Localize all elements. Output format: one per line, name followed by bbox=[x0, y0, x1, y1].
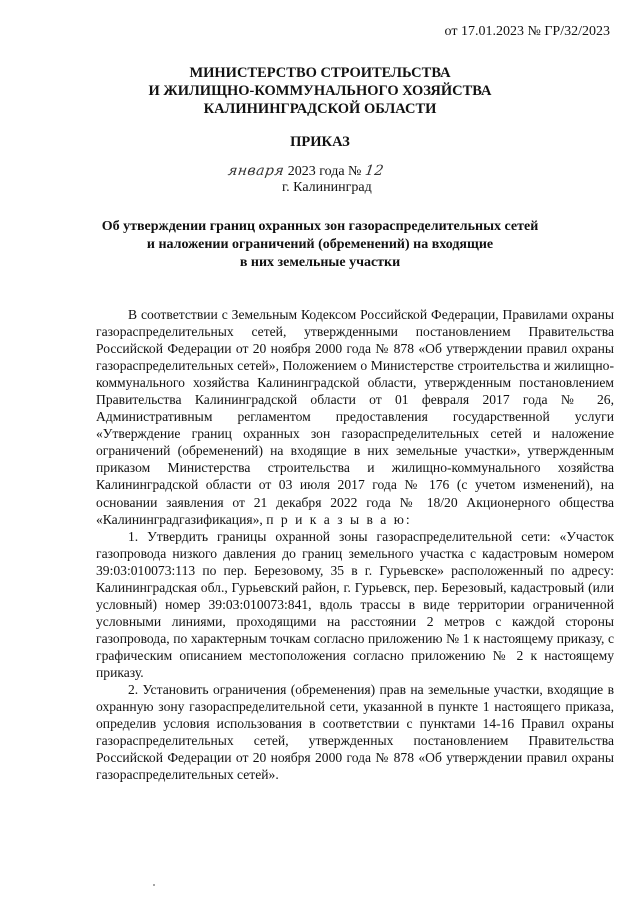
scan-speck bbox=[153, 884, 155, 886]
ministry-line-2: И ЖИЛИЩНО-КОММУНАЛЬНОГО ХОЗЯЙСТВА bbox=[148, 83, 492, 99]
city: г. Калининград bbox=[282, 180, 372, 195]
order-word: п р и к а з ы в а ю: bbox=[266, 511, 412, 527]
ministry-line-3: КАЛИНИНГРАДСКОЙ ОБЛАСТИ bbox=[203, 101, 437, 117]
subject-line-1: Об утверждении границ охранных зон газораспределительных сетей bbox=[101, 219, 539, 234]
item-1-paragraph: 1. Утвердить границы охранной зоны газораспределительной сети: «Участок газопровода низкого давления до границ земельного участка с кадастровым номером 39:03:010073:113 по пер. Березовому, 35 в г. Гурьевске» расположенный по адресу: Калининградская обл., Гурьевский район, г. Гурьевск, пер. Березовый, кадастровый (или условный) номер 39:03:010073:841, вдоль трассы в виде территории ограниченной условными линиями, проходящими на расстоянии 2 метров с каждой стороны газопровода, по характерным точкам согласно приложению № 1 к настоящему приказу, с графическим описанием местоположения согласно приложению № 2 к настоящему приказу. bbox=[96, 528, 614, 680]
handwritten-number: 12 bbox=[363, 163, 385, 179]
item-2-paragraph: 2. Установить ограничения (обременения) прав на земельные участки, входящие в охранную зону газораспределительной сети, указанной в пункте 1 настоящего приказа, определив условия использования в соответствии с пунктами 14-16 Правил охраны газораспределительных сетей, утвержденных постановлением Правительства Российской Федерации от 20 ноября 2000 года № 878 «Об утверждении правил охраны газораспределительных сетей». bbox=[96, 682, 614, 783]
order-date-line bbox=[228, 163, 384, 180]
printed-date: 2023 года № bbox=[287, 164, 362, 179]
order-subject bbox=[0, 218, 640, 272]
intro-text: В соответствии с Земельным Кодексом Российской Федерации, Правилами охраны газораспределительных сетей, утвержденными постановлением Правительства Российской Федерации от 20 ноября 2000 года № 878 «Об утверждении правил охраны газораспределительных сетей», Положением о Министерстве строительства и жилищно-коммунального хозяйства Калининградской области, утвержденным постановлением Правительства Калининградской области от 01 февраля 2017 года № 26, Административным регламентом предоставления государственной услуги «Утверждение границ охранных зон газораспределительных сетей и наложение ограничений (обременений) на входящие в них земельные участки», утвержденным приказом Министерства строительства и жилищно-коммунального хозяйства Калининградской области от 03 июля 2017 года № 176 (с учетом изменений), на основании заявления от 21 декабря 2022 года № 18/20 Акционерного общества «Калининградгазификация», bbox=[96, 307, 614, 527]
subject-line-3: в них земельные участки bbox=[239, 255, 401, 270]
order-body bbox=[96, 306, 614, 783]
handwritten-date: января bbox=[226, 163, 286, 179]
document-type: ПРИКАЗ bbox=[290, 134, 350, 150]
ministry-title bbox=[0, 64, 640, 118]
registration-number: от 17.01.2023 № ГР/32/2023 bbox=[444, 24, 610, 39]
subject-line-2: и наложении ограничений (обременений) на входящие bbox=[146, 237, 494, 252]
intro-paragraph bbox=[96, 306, 614, 528]
ministry-line-1: МИНИСТЕРСТВО СТРОИТЕЛЬСТВА bbox=[189, 65, 451, 81]
